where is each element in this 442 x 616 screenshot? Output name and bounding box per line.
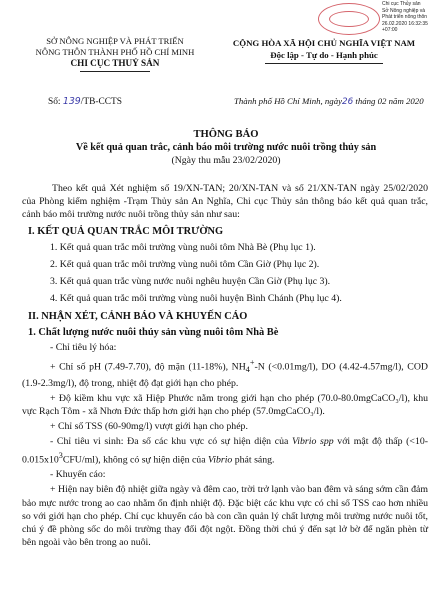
issuing-agency-header (20, 36, 210, 72)
motto-underline (265, 63, 383, 64)
digital-signature-stamp (382, 1, 442, 34)
chem-paragraph: + Chỉ số pH (7.49-7.70), độ mặn (11-18%), $NH_4^+-N$ (<0.01mg/l), DO (4.42-4.57mg/l), COD (1.9-2.3mg/l), độ trong, nhiệt độ đạt giới hạn cho phép. (22, 358, 428, 389)
recommendation-label: - Khuyến cáo: (50, 469, 106, 481)
sample-date: (Ngày thu mẫu 23/02/2020) (171, 155, 281, 166)
document-body (22, 182, 428, 551)
signature-line: Chi cục Thủy sản (382, 1, 421, 7)
red-seal-stamp (318, 3, 380, 35)
date-suffix: tháng 02 năm 2020 (355, 96, 424, 106)
signature-line: Phát triển nông thôn (382, 14, 428, 20)
number-handwritten: 139 (62, 96, 81, 107)
signature-line: Sở Nông nghiệp và (382, 7, 426, 14)
list-item: 3. Kết quả quan trắc vùng nước nuôi nghêu huyện Cần Giờ (Phụ lục 3). (50, 276, 331, 288)
list-item: 4. Kết quả quan trắc môi trường vùng nuôi huyện Bình Chánh (Phụ lục 4). (50, 293, 342, 305)
date-day-handwritten: 26 (342, 97, 354, 107)
national-motto: Độc lập - Tự do - Hạnh phúc (270, 49, 378, 60)
national-header (218, 38, 430, 64)
department-name: SỞ NÔNG NGHIỆP VÀ PHÁT TRIỂN (46, 36, 184, 46)
tss-paragraph: + Chỉ số TSS (60-90mg/l) vượt giới hạn cho phép. (50, 421, 248, 433)
chem-label: - Chỉ tiêu lý hóa: (50, 342, 117, 354)
microbiology-paragraph: - Chỉ tiêu vi sinh: Đa số các khu vực có sự hiện diện của Vibrio spp với mật độ thấp $(<10-0.015x10^3CFU/ml)$, không có sự hiện diện của Vibrio phát sáng. (22, 436, 428, 465)
header-divider (80, 71, 150, 72)
nation-title: CỘNG HÒA XÃ HỘI CHỦ NGHĨA VIỆT NAM (232, 38, 416, 48)
section-heading: I. KẾT QUẢ QUAN TRẮC MÔI TRƯỜNG (28, 225, 224, 237)
number-prefix: Số: (48, 97, 61, 107)
alkalinity-paragraph: + Độ kiềm khu vực xã Hiệp Phước nằm trong giới hạn cho phép (70.0-80.0mgCaCO₃/l), khu vực Rạch Tôm - xã Nhơn Đức thấp hơn giới hạn cho phép (57.0mgCaCO₃/l). (22, 392, 428, 418)
intro-paragraph: Theo kết quả Xét nghiệm số 19/XN-TAN; 20/XN-TAN và số 21/XN-TAN ngày 25/02/2020 của Phòng kiểm nghiệm -Trạm Thủy sản An Nghĩa, Chi cục Thủy sản thông báo kết quả quan trắc, cảnh báo môi trường nước nuôi trồng thủy sản như sau: (22, 183, 428, 221)
subsection-heading: 1. Chất lượng nước nuôi thủy sản vùng nuôi tôm Nhà Bè (28, 326, 279, 338)
section-heading: II. NHẬN XÉT, CẢNH BÁO VÀ KHUYẾN CÁO (28, 310, 248, 322)
recommendation-paragraph: + Hiện nay biên độ nhiệt giữa ngày và đêm cao, trời trở lạnh vào ban đêm và sáng sớm cần đảm bảo mực nước trong ao cao nhằm ổn định nhiệt độ. Đặc biệt các khu vực có chỉ số TSS cao hơn nhiều so với giới hạn cho phép. Chí cục khuyến cáo bà con cần quản lý chất lượng môi trường nước nuôi tốt, chú ý đề phòng sốc do môi trường thay đổi đột ngột. Đồng thời chú ý đến sạt lở bờ để ngăn phèn từ bên ngoài vào bên trong ao nuôi. (22, 484, 428, 549)
document-title-block (20, 128, 432, 167)
document-type: THÔNG BÁO (193, 129, 259, 140)
date-prefix: Thành phố Hồ Chí Minh, ngày (234, 96, 343, 106)
department-name-line2: NÔNG THÔN THÀNH PHỐ HỒ CHÍ MINH (35, 47, 195, 57)
list-item: 2. Kết quả quan trắc môi trường vùng nuôi tôm Cần Giờ (Phụ lục 2). (50, 259, 320, 271)
document-subject: Về kết quả quan trắc, cảnh báo môi trường nước nuôi trồng thủy sản (75, 142, 377, 153)
document-date (234, 96, 424, 107)
signature-line: 26.02.2020 16:32:35 (382, 20, 428, 27)
document-number (48, 96, 122, 107)
list-item: 1. Kết quả quan trắc môi trường vùng nuôi tôm Nhà Bè (Phụ lục 1). (50, 241, 316, 253)
number-suffix: /TB-CCTS (80, 97, 122, 107)
organization-name: CHI CỤC THUỶ SẢN (70, 58, 160, 68)
signature-line: +07:00 (382, 27, 398, 33)
